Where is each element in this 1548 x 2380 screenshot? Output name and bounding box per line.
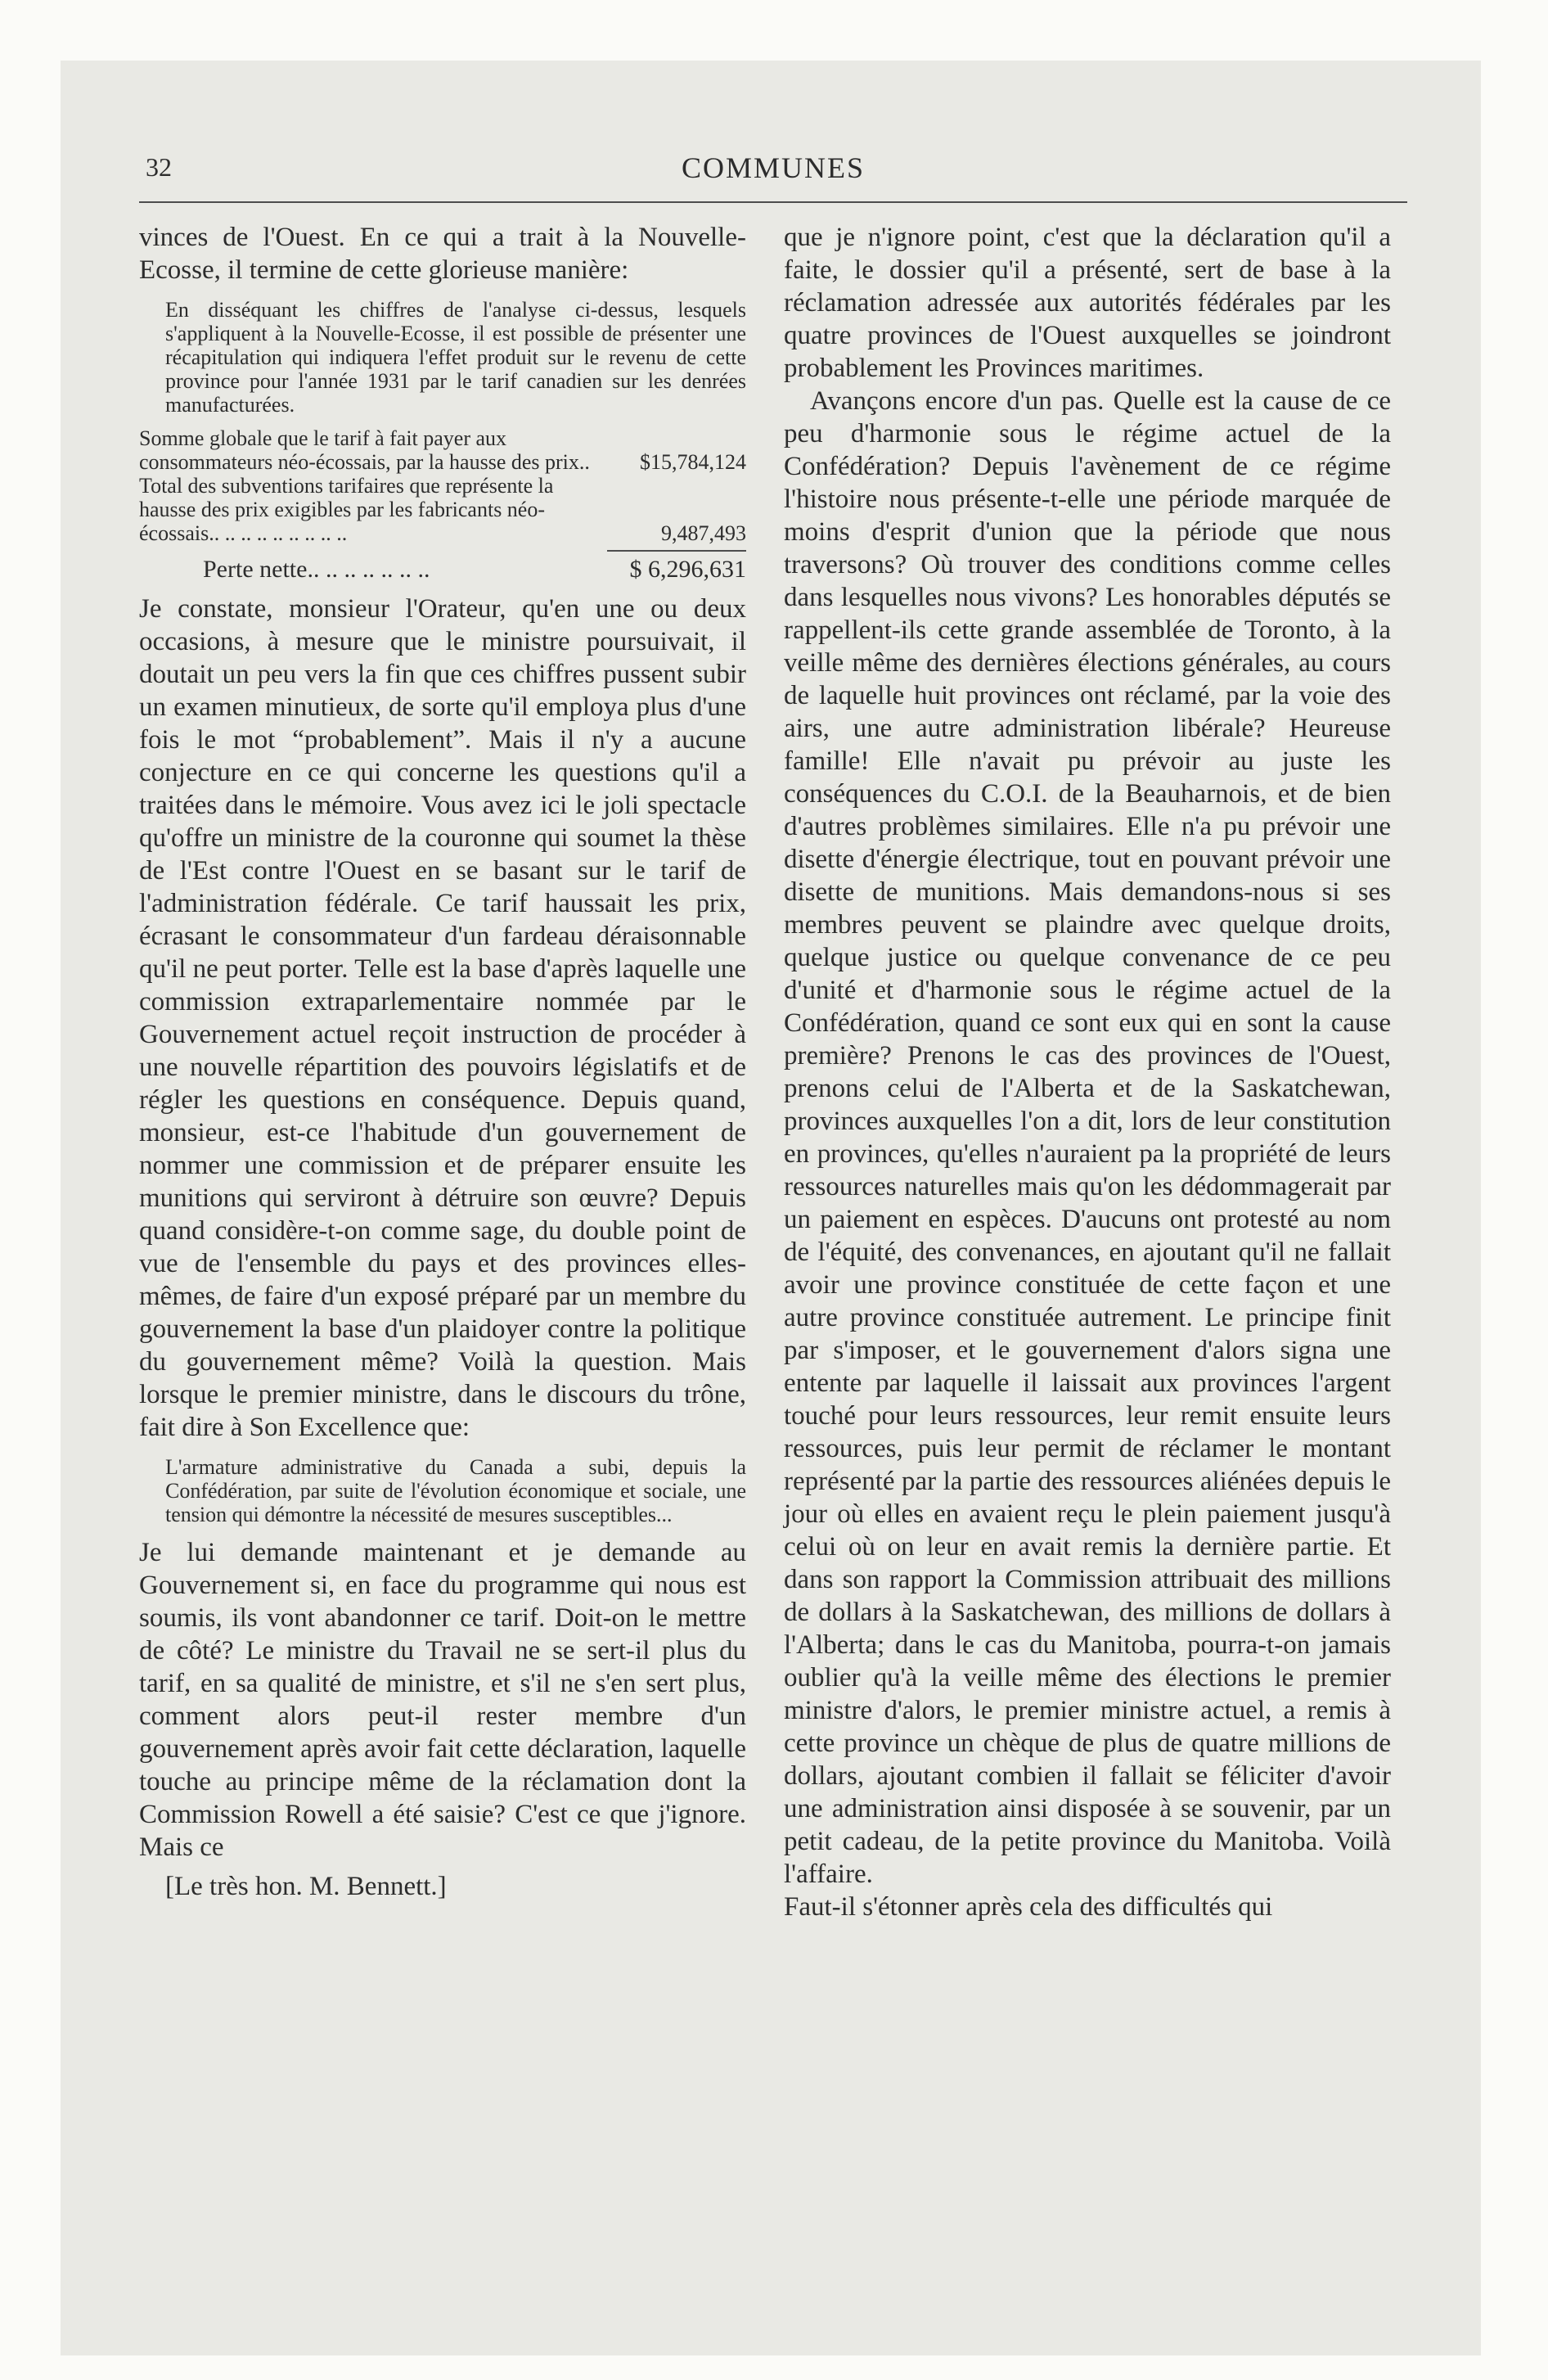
block-quote-nova-scotia: En disséquant les chiffres de l'analyse ci-dessus, lesquels s'appliquent à la Nouvelle-Ecosse, il est possible de présenter une récapitulation qui indiquera l'effet produit sur le revenu de cette province pour l'année 1931 par le tarif canadien sur les denrées manufacturées. [165, 298, 746, 417]
table-total-amount: $ 6,296,631 [629, 556, 746, 583]
table-row [139, 426, 746, 474]
table-total-label: Perte nette.. .. .. .. .. .. .. [203, 556, 430, 583]
header-rule [139, 201, 1407, 203]
running-title: COMMUNES [681, 151, 866, 184]
page-header [139, 146, 1407, 196]
total-rule [607, 550, 746, 552]
left-column [139, 221, 746, 1903]
block-quote-throne-speech: L'armature administrative du Canada a subi, depuis la Confédération, par suite de l'évolution économique et sociale, une tension qui démontre la nécessité de mesures susceptibles... [165, 1455, 746, 1526]
table-total-row [139, 555, 746, 584]
table-row-amount: $15,784,124 [640, 450, 746, 474]
right-paragraph-2: Avançons encore d'un pas. Quelle est la cause de ce peu d'harmonie sous le régime actuel de la Confédération? Depuis l'avènement de ce régime l'histoire nous présente-t-elle une période marquée de moins d'esprit d'union que la période que nous traversons? Où trouver des conditions comme celles dans lesquelles nous vivons? Les honorables députés se rappellent-ils cette grande assemblée de Toronto, à la veille même des dernières élections générales, au cours de laquelle huit provinces ont réclamé, par la voie des airs, une autre administration libérale? Heureuse famille! Elle n'avait pu prévoir au juste les conséquences du C.O.I. de la Beauharnois, et de bien d'autres problèmes similaires. Elle n'a pu prévoir une disette d'énergie électrique, tout en pouvant prévoir une disette de munitions. Mais demandons-nous si ses membres peuvent se plaindre avec quelque droits, quelque justice ou quelque convenance de ce peu d'unité et d'harmonie sous le régime actuel de la Confédération, quand ce sont eux qui en sont la cause première? Prenons le cas des provinces de l'Ouest, prenons celui de l'Alberta et de la Saskatchewan, provinces auxquelles l'on a dit, lors de leur constitution en provinces, qu'elles n'auraient pa la propriété de leurs ressources naturelles mais qu'on les dédommagerait par un paiement en espèces. D'aucuns ont protesté au nom de l'équité, des convenances, en ajoutant qu'il ne fallait avoir une province constituée de cette façon et une autre province constituée autrement. Le principe finit par s'imposer, et le gouvernement d'alors signa une entente par laquelle il laissait aux provinces l'argent touché pour leurs ressources, leur remit ensuite leurs ressources, puis leur permit de réclamer le montant représenté par la partie des ressources aliénées depuis le jour où elles en avaient reçu le plein paiement jusqu'à celui où on leur en avait remis la dernière partie. Et dans son rapport la Commission attribuait des millions de dollars à la Saskatchewan, des millions de dollars à l'Alberta; dans le cas du Manitoba, pourra-t-on jamais oublier qu'à la veille même des élections le premier ministre d'alors, le premier ministre actuel, a remis à cette province un chèque de plus de quatre millions de dollars, ajoutant combien il fallait se féliciter d'avoir une administration ainsi disposée à se souvenir, par un petit cadeau, de la petite province du Manitoba. Voilà l'affaire. [784, 386, 1391, 1889]
left-paragraph-1: vinces de l'Ouest. En ce qui a trait à la Nouvelle-Ecosse, il termine de cette glorieuse manière: [139, 223, 746, 285]
tariff-table [139, 426, 746, 552]
right-column [784, 221, 1391, 1923]
page-number: 32 [146, 152, 172, 182]
left-paragraph-3: Je lui demande maintenant et je demande au Gouvernement si, en face du programme qui nous est soumis, ils vont abandonner ce tarif. Doit-on le mettre de côté? Le ministre du Travail ne se sert-il plus du tarif, en sa qualité de ministre, et s'il ne s'en sert plus, comment alors peut-il rester membre d'un gouvernement après avoir fait cette déclaration, laquelle touche au principe même de la réclamation dont la Commission Rowell a été saisie? C'est ce que j'ignore. Mais ce [139, 1538, 746, 1862]
table-total [139, 555, 746, 584]
table-row-amount: 9,487,493 [661, 521, 746, 545]
right-last-line: Faut-il s'étonner après cela des difficultés qui [784, 1892, 1273, 1922]
right-paragraph-1: que je n'ignore point, c'est que la déclaration qu'il a faite, le dossier qu'il a présenté, sert de base à la réclamation adressée aux autorités fédérales par les quatre provinces de l'Ouest auxquelles se joindront probablement les Provinces maritimes. [784, 223, 1391, 383]
table-row-label: Somme globale que le tarif à fait payer aux consommateurs néo-écossais, par la hausse des prix.. [139, 426, 590, 474]
left-paragraph-2: Je constate, monsieur l'Orateur, qu'en une ou deux occasions, à mesure que le ministre poursuivait, il doutait un peu vers la fin que ces chiffres pussent subir un examen minutieux, de sorte qu'il employa plus d'une fois le mot “probablement”. Mais il n'y a aucune conjecture en ce qui concerne les questions qu'il a traitées dans le mémoire. Vous avez ici le joli spectacle qu'offre un ministre de la couronne qui soumet la thèse de l'Est contre l'Ouest en se basant sur le tarif de l'administration fédérale. Ce tarif haussait les prix, écrasant le consommateur d'un fardeau déraisonnable qu'il ne peut porter. Telle est la base d'après laquelle une commission extraparlementaire nommée par le Gouvernement actuel reçoit instruction de procéder à une nouvelle répartition des pouvoirs législatifs et de régler les questions en conséquence. Depuis quand, monsieur, est-ce l'habitude d'un gouvernement de nommer une commission et de préparer ensuite les munitions qui serviront à détruire son œuvre? Depuis quand considère-t-on comme sage, du double point de vue de l'ensemble du pays et des provinces elles-mêmes, de faire d'un exposé préparé par un membre du gouvernement la base d'un plaidoyer contre la politique du gouvernement même? Voilà la question. Mais lorsque le premier ministre, dans le discours du trône, fait dire à Son Excellence que: [139, 594, 746, 1442]
table-row [139, 474, 746, 545]
table-row-label: Total des subventions tarifaires que représente la hausse des prix exigibles par les fabricants néo-écossais.. .. .. .. .. .. .. .. .. [139, 474, 554, 545]
speaker-attribution: [Le très hon. M. Bennett.] [165, 1872, 447, 1901]
